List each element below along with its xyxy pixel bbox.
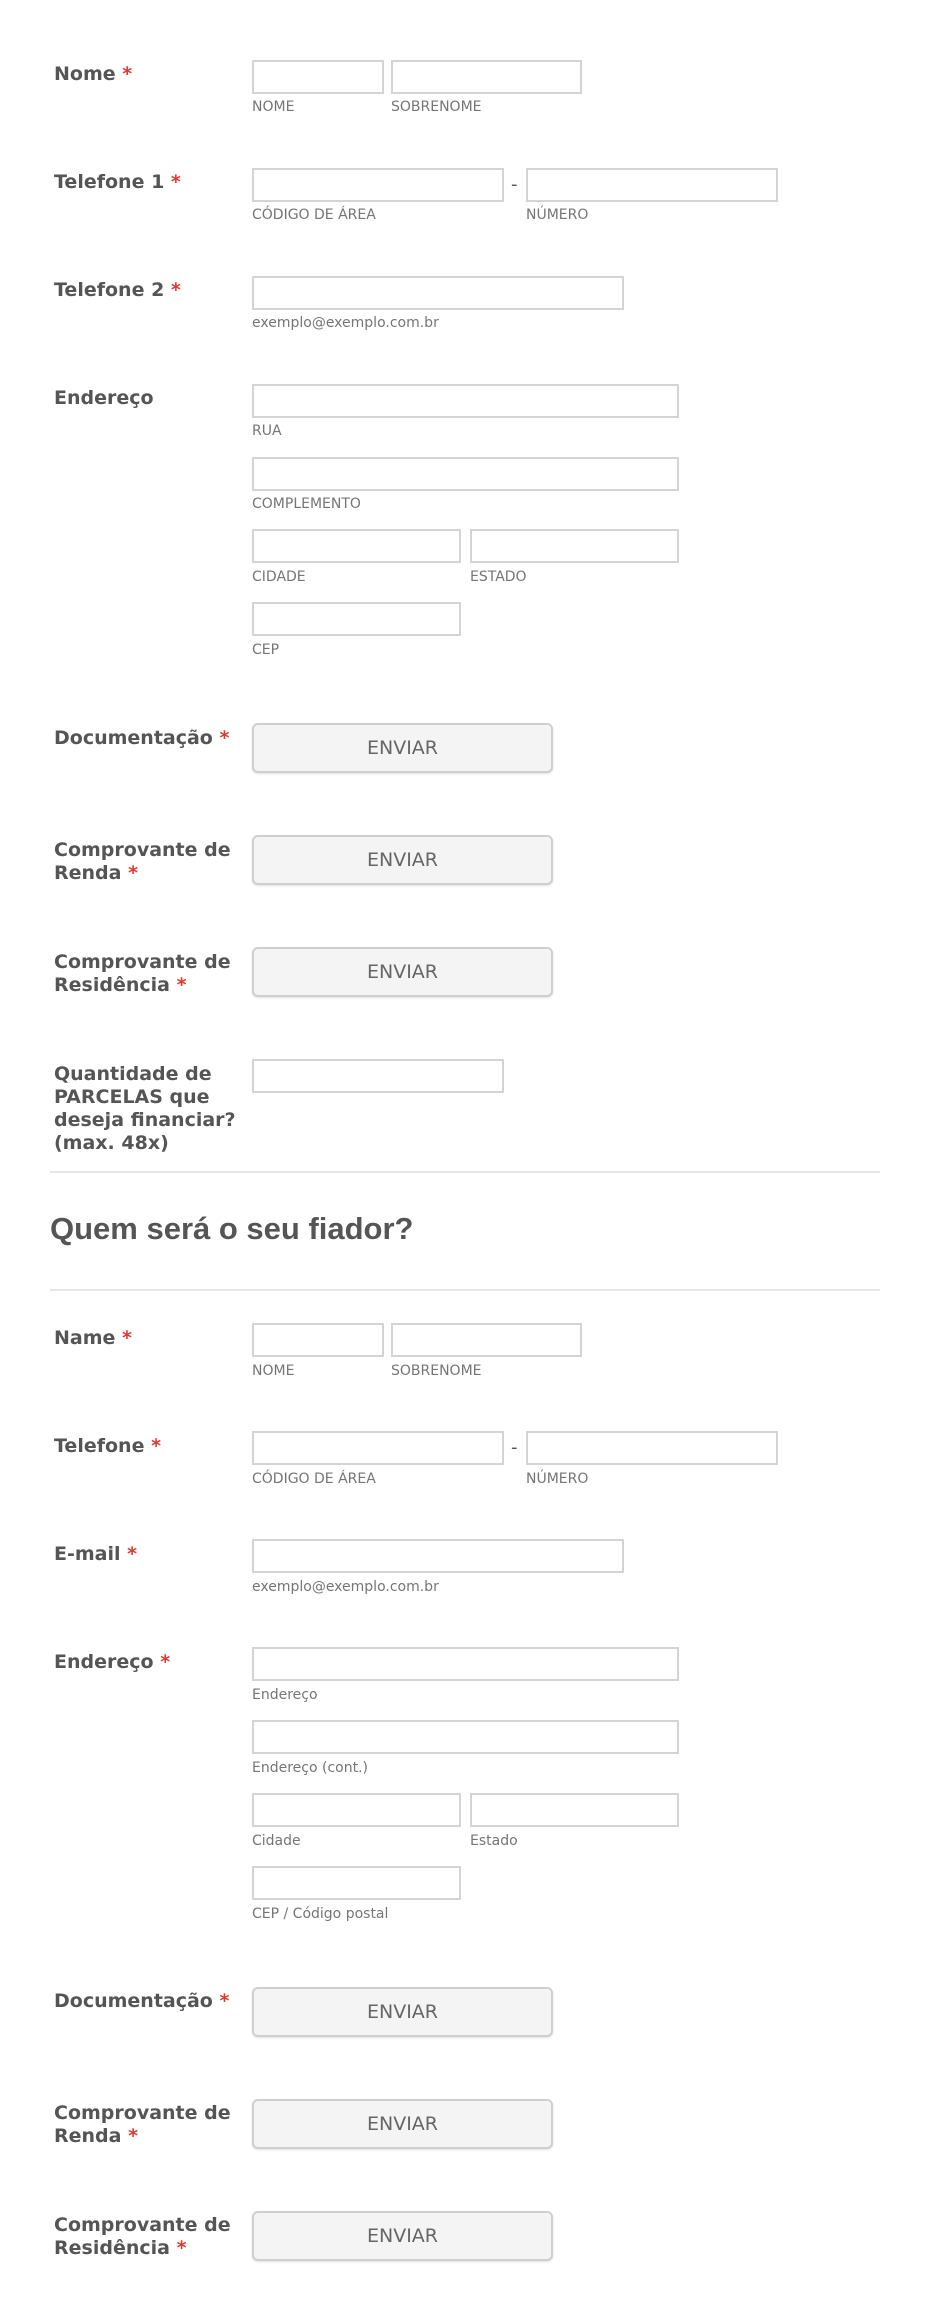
fiador-last-name-sublabel: SOBRENOME (391, 1363, 482, 1379)
parcelas-label-line2: PARCELAS que (54, 1086, 210, 1108)
parcelas-label-line4: (max. 48x) (54, 1132, 169, 1154)
endereco-label-text: Endereço (54, 387, 154, 409)
required-marker: * (176, 974, 187, 996)
fiador-telefone-area-sublabel: CÓDIGO DE ÁREA (252, 1471, 376, 1487)
fiador-renda-upload-button[interactable]: ENVIAR (252, 2099, 553, 2149)
rua-input[interactable] (252, 384, 679, 418)
fiador-endereco-label (54, 1651, 254, 1674)
fiador-residencia-label (54, 2214, 254, 2260)
rua-sublabel: RUA (252, 423, 282, 439)
fiador-endereco-cont-input[interactable] (252, 1720, 679, 1754)
telefone2-label-text: Telefone 2 (54, 279, 165, 301)
estado-input[interactable] (470, 529, 679, 563)
nome-label-text: Nome (54, 63, 116, 85)
parcelas-label-line1: Quantidade de (54, 1063, 212, 1085)
fiador-residencia-label-line2: Residência (54, 2237, 170, 2259)
fiador-first-name-input[interactable] (252, 1323, 384, 1357)
telefone2-sublabel: exemplo@exemplo.com.br (252, 315, 439, 331)
estado-sublabel: ESTADO (470, 569, 527, 585)
fiador-last-name-input[interactable] (391, 1323, 582, 1357)
required-marker: * (122, 1327, 132, 1349)
cidade-input[interactable] (252, 529, 461, 563)
fiador-name-label-text: Name (54, 1327, 116, 1349)
fiador-estado-sublabel: Estado (470, 1833, 518, 1849)
required-marker: * (170, 279, 181, 301)
renda-upload-button[interactable]: ENVIAR (252, 835, 553, 885)
cidade-sublabel: CIDADE (252, 569, 306, 585)
fiador-telefone-number-input[interactable] (526, 1431, 778, 1465)
telefone1-label (54, 171, 254, 194)
fiador-email-label (54, 1543, 254, 1566)
endereco-label (54, 387, 254, 410)
complemento-input[interactable] (252, 457, 679, 491)
required-marker: * (151, 1435, 162, 1457)
telefone2-input[interactable] (252, 276, 624, 310)
last-name-sublabel: SOBRENOME (391, 99, 482, 115)
section-divider (50, 1289, 880, 1291)
required-marker: * (128, 2125, 139, 2147)
documentacao-upload-button[interactable]: ENVIAR (252, 723, 553, 773)
fiador-telefone-label-text: Telefone (54, 1435, 145, 1457)
fiador-telefone-area-input[interactable] (252, 1431, 504, 1465)
fiador-first-name-sublabel: NOME (252, 1363, 295, 1379)
renda-label-line1: Comprovante de (54, 839, 231, 861)
renda-label (54, 839, 254, 885)
fiador-heading: Quem será o seu fiador? (50, 1211, 414, 1246)
cep-sublabel: CEP (252, 642, 280, 658)
fiador-endereco-cont-sublabel: Endereço (cont.) (252, 1760, 368, 1776)
required-marker: * (160, 1651, 171, 1673)
required-marker: * (219, 727, 230, 749)
required-marker: * (128, 862, 139, 884)
parcelas-input[interactable] (252, 1059, 504, 1093)
fiador-name-label (54, 1327, 254, 1350)
nome-label (54, 63, 254, 86)
complemento-sublabel: COMPLEMENTO (252, 496, 361, 512)
telefone2-label (54, 279, 254, 302)
phone-separator: - (511, 1437, 518, 1458)
fiador-endereco-sublabel: Endereço (252, 1687, 318, 1703)
first-name-sublabel: NOME (252, 99, 295, 115)
fiador-telefone-number-sublabel: NÚMERO (526, 1471, 589, 1487)
required-marker: * (170, 171, 181, 193)
fiador-cep-input[interactable] (252, 1866, 461, 1900)
fiador-email-input[interactable] (252, 1539, 624, 1573)
first-name-input[interactable] (252, 60, 384, 94)
fiador-estado-input[interactable] (470, 1793, 679, 1827)
parcelas-label-line3: deseja financiar? (54, 1109, 236, 1131)
fiador-residencia-label-line1: Comprovante de (54, 2214, 231, 2236)
fiador-renda-label (54, 2102, 254, 2148)
phone-separator: - (511, 174, 518, 195)
telefone1-number-input[interactable] (526, 168, 778, 202)
fiador-documentacao-label (54, 1990, 254, 2013)
last-name-input[interactable] (391, 60, 582, 94)
telefone1-label-text: Telefone 1 (54, 171, 165, 193)
fiador-endereco-label-text: Endereço (54, 1651, 154, 1673)
fiador-residencia-upload-button[interactable]: ENVIAR (252, 2211, 553, 2261)
fiador-telefone-label (54, 1435, 254, 1458)
fiador-cidade-input[interactable] (252, 1793, 461, 1827)
residencia-label-line1: Comprovante de (54, 951, 231, 973)
required-marker: * (219, 1990, 230, 2012)
fiador-email-label-text: E-mail (54, 1543, 121, 1565)
documentacao-label (54, 727, 254, 750)
fiador-cep-sublabel: CEP / Código postal (252, 1906, 389, 1922)
telefone1-number-sublabel: NÚMERO (526, 207, 589, 223)
fiador-documentacao-label-text: Documentação (54, 1990, 213, 2012)
documentacao-label-text: Documentação (54, 727, 213, 749)
residencia-label-line2: Residência (54, 974, 170, 996)
section-divider (50, 1171, 880, 1173)
fiador-renda-label-line1: Comprovante de (54, 2102, 231, 2124)
renda-label-line2: Renda (54, 862, 122, 884)
fiador-renda-label-line2: Renda (54, 2125, 122, 2147)
fiador-email-sublabel: exemplo@exemplo.com.br (252, 1579, 439, 1595)
residencia-label (54, 951, 254, 997)
fiador-endereco-input[interactable] (252, 1647, 679, 1681)
residencia-upload-button[interactable]: ENVIAR (252, 947, 553, 997)
required-marker: * (122, 63, 133, 85)
fiador-cidade-sublabel: Cidade (252, 1833, 301, 1849)
cep-input[interactable] (252, 602, 461, 636)
telefone1-area-sublabel: CÓDIGO DE ÁREA (252, 207, 376, 223)
fiador-documentacao-upload-button[interactable]: ENVIAR (252, 1987, 553, 2037)
telefone1-area-input[interactable] (252, 168, 504, 202)
parcelas-label (54, 1063, 249, 1155)
required-marker: * (176, 2237, 187, 2259)
required-marker: * (127, 1543, 138, 1565)
